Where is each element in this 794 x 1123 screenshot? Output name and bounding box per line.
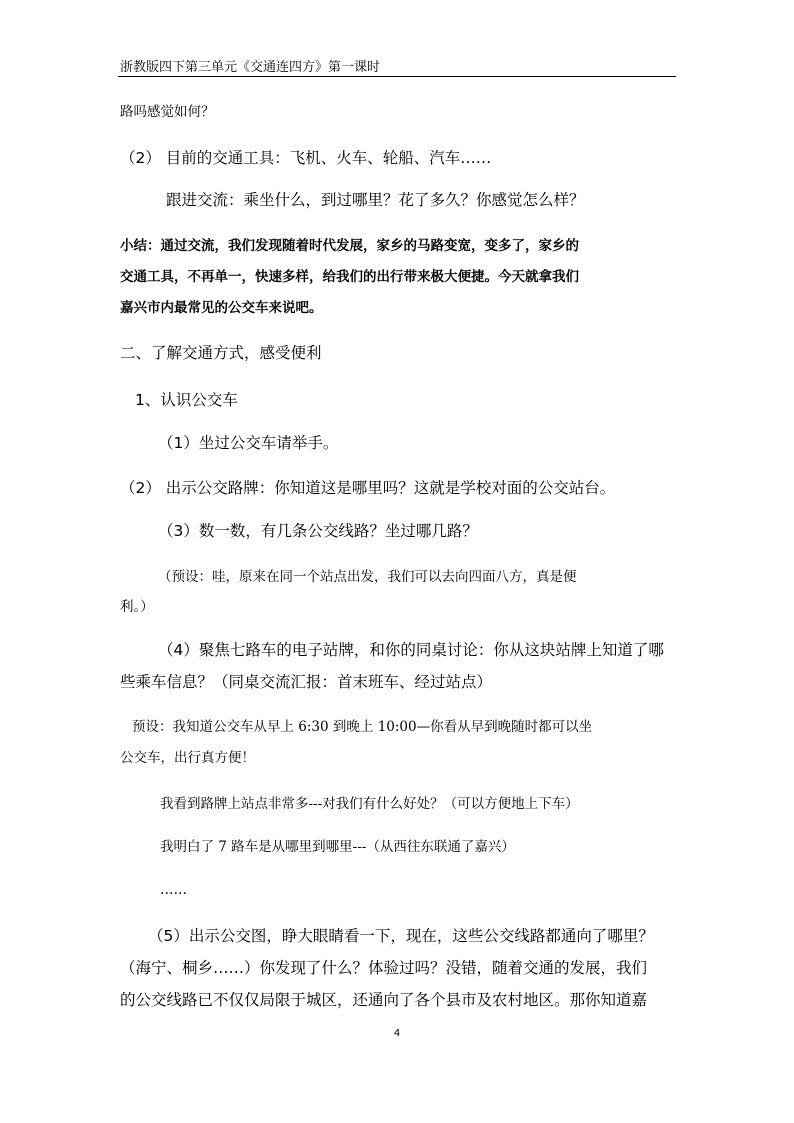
summary-line: 交通工具，不再单一，快速多样，给我们的出行带来极大便捷。今天就拿我们	[120, 269, 579, 285]
preset-line: 利。）	[120, 599, 154, 615]
text-line: 些乘车信息？（同桌交流汇报：首末班车、经过站点）	[120, 673, 493, 691]
ellipsis-line: ……	[160, 882, 187, 898]
preset-line: （预设：哇，原来在同一个站点出发，我们可以去向四面八方，真是便	[158, 569, 577, 585]
text-line: 的公交线路已不仅仅局限于城区，还通向了各个县市及农村地区。那你知道嘉	[120, 991, 648, 1009]
text-line: （海宁、桐乡……）你发现了什么？体验过吗？没错，随着交通的发展，我们	[120, 959, 648, 977]
section-heading: 二、了解交通方式，感受便利	[120, 344, 322, 362]
summary-line: 嘉兴市内最常见的公交车来说吧。	[120, 300, 323, 316]
preset-line: 公交车，出行真方便！	[120, 750, 255, 766]
text-line: 路吗感觉如何？	[120, 104, 215, 120]
text-line: （1）坐过公交车请举手。	[158, 434, 339, 452]
text-line: （5）出示公交图，睁大眼睛看一下，现在，这些公交线路都通向了哪里？	[148, 927, 654, 945]
preset-line: 我明白了 7 路车是从哪里到哪里---（从西往东联通了嘉兴）	[160, 839, 515, 855]
text-line: 跟进交流：乘坐什么，到过哪里？花了多久？你感觉怎么样？	[166, 191, 585, 209]
text-line: （3）数一数，有几条公交线路？坐过哪几路？	[158, 522, 478, 540]
text-line: （2） 目前的交通工具：飞机、火车、轮船、汽车……	[120, 149, 492, 167]
header-divider	[118, 76, 676, 77]
text-line: （4）聚焦七路车的电子站牌，和你的同桌讨论：你从这块站牌上知道了哪	[158, 641, 664, 659]
page-number: 4	[393, 1028, 401, 1039]
page-header: 浙教版四下第三单元《交通连四方》第一课时	[120, 60, 381, 75]
summary-line: 小结：通过交流，我们发现随着时代发展，家乡的马路变宽，变多了，家乡的	[120, 238, 579, 254]
preset-line: 我看到路牌上站点非常多---对我们有什么好处？（可以方便地上下车）	[160, 796, 579, 812]
preset-line: 预设：我知道公交车从早上 6:30 到晚上 10:00—你看从早到晚随时都可以坐	[132, 719, 593, 735]
text-line: （2） 出示公交路牌：你知道这是哪里吗？这就是学校对面的公交站台。	[120, 479, 616, 497]
subsection-heading: 1、认识公交车	[135, 391, 238, 409]
